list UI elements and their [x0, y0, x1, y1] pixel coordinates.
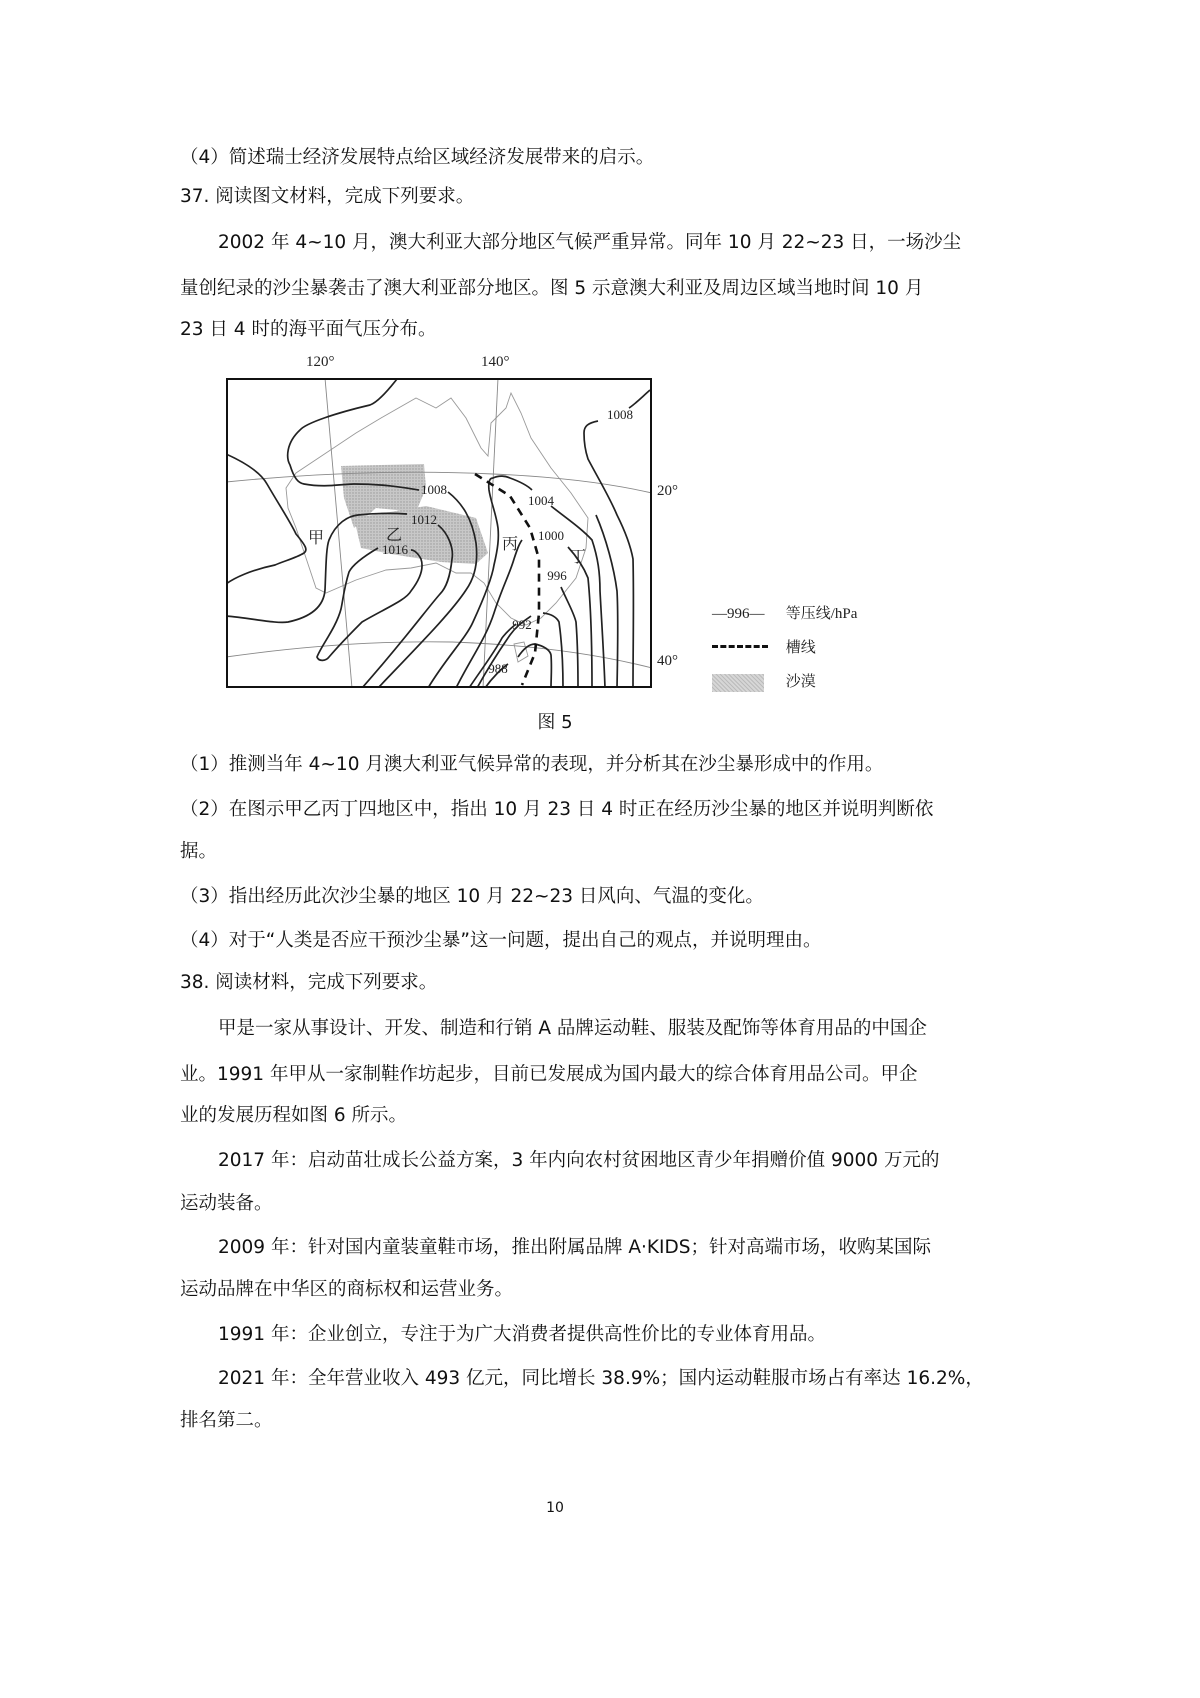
event-2009-cont: 运动品牌在中华区的商标权和运营业务。: [180, 1279, 514, 1300]
q37-para-line: 量创纪录的沙尘暴袭击了澳大利亚部分地区。图 5 示意澳大利亚及周边区域当地时间 10 月: [180, 278, 924, 299]
pressure-map: [226, 378, 652, 688]
isobar-label: 1004: [528, 493, 554, 508]
q37-para-line: 2002 年 4~10 月，澳大利亚大部分地区气候严重异常。同年 10 月 22~23 日，一场沙尘: [218, 232, 962, 253]
q38-para-line: 甲是一家从事设计、开发、制造和行销 A 品牌运动鞋、服装及配饰等体育用品的中国企: [218, 1018, 927, 1039]
event-2017-cont: 运动装备。: [180, 1193, 273, 1214]
trough-legend-icon: [712, 645, 768, 648]
lon-label: 120°: [306, 354, 335, 370]
event-2017: 2017 年：启动苗壮成长公益方案，3 年内向农村贫困地区青少年捐赠价值 9000 万元的: [218, 1150, 940, 1171]
legend-desert: [712, 670, 816, 692]
q38-para-line: 业。1991 年甲从一家制鞋作坊起步，目前已发展成为国内最大的综合体育用品公司。甲企: [180, 1064, 918, 1085]
lat-label: 20°: [657, 483, 678, 499]
q37-subquestion: （2）在图示甲乙丙丁四地区中，指出 10 月 23 日 4 时正在经历沙尘暴的地区并说明判断依: [180, 799, 934, 820]
legend-label: 等压线/hPa: [785, 606, 858, 622]
event-2021: 2021 年：全年营业收入 493 亿元，同比增长 38.9%；国内运动鞋服市场占有率达 16.2%，: [218, 1368, 984, 1389]
isobar-label: 996: [547, 568, 567, 583]
desert-legend-icon: [712, 674, 764, 692]
region-label-yi: 乙: [386, 525, 403, 544]
q37-subquestion: （4）对于“人类是否应干预沙尘暴”这一问题，提出自己的观点，并说明理由。: [180, 930, 822, 951]
lat-label: 40°: [657, 653, 678, 669]
legend-label: 沙漠: [785, 674, 816, 690]
page-number: 10: [546, 1500, 564, 1516]
event-2009: 2009 年：针对国内童装童鞋市场，推出附属品牌 A·KIDS；针对高端市场，收购某国际: [218, 1237, 931, 1258]
isobar-label: 988: [488, 661, 508, 676]
question-37-title: 37. 阅读图文材料，完成下列要求。: [180, 186, 475, 207]
isobar-label: 1008: [607, 407, 633, 422]
q38-para-line: 业的发展历程如图 6 所示。: [180, 1105, 408, 1126]
figure-caption: 图 5: [537, 712, 573, 733]
event-2021-cont: 排名第二。: [180, 1410, 273, 1431]
legend-label: 槽线: [785, 640, 816, 656]
isobar-label: 1008: [421, 482, 447, 497]
isobar-legend-symbol: —996—: [712, 606, 765, 622]
region-label-jia: 甲: [308, 528, 325, 547]
q37-para-line: 23 日 4 时的海平面气压分布。: [180, 319, 437, 340]
isobar-label: 992: [512, 617, 532, 632]
legend-trough: [712, 636, 816, 657]
q37-subquestion: （3）指出经历此次沙尘暴的地区 10 月 22~23 日风向、气温的变化。: [180, 886, 764, 907]
q37-subquestion: （1）推测当年 4~10 月澳大利亚气候异常的表现，并分析其在沙尘暴形成中的作用。: [180, 754, 884, 775]
lon-label: 140°: [481, 354, 510, 370]
question-36-4: （4）简述瑞士经济发展特点给区域经济发展带来的启示。: [180, 147, 655, 168]
question-38-title: 38. 阅读材料，完成下列要求。: [180, 972, 438, 993]
isobar-label: 1012: [411, 512, 437, 527]
legend-isobar: [712, 602, 857, 623]
region-label-ding: 丁: [570, 547, 587, 566]
region-label-bing: 丙: [502, 534, 519, 553]
isobar-label: 1016: [382, 542, 408, 557]
q37-subquestion: 据。: [180, 841, 218, 862]
isobar-label: 1000: [538, 528, 564, 543]
event-1991: 1991 年：企业创立，专注于为广大消费者提供高性价比的专业体育用品。: [218, 1324, 826, 1345]
